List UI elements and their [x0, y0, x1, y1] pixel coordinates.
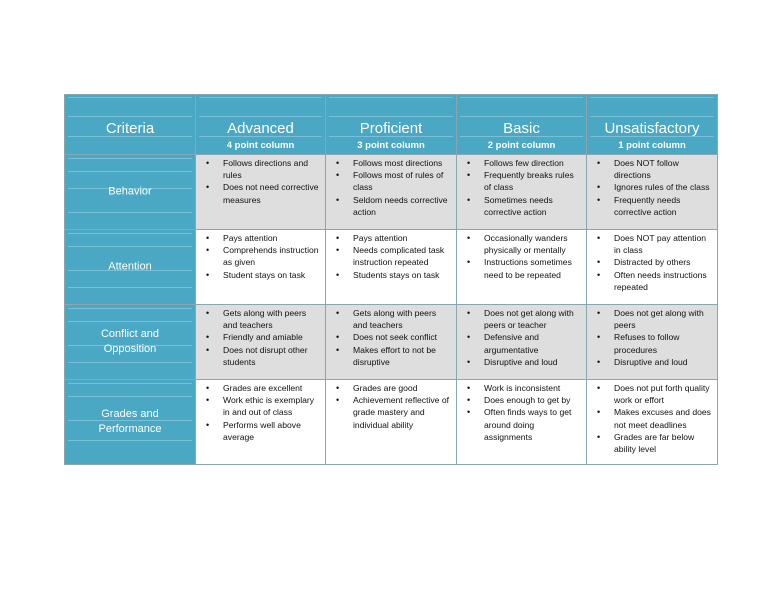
descriptor-list [457, 155, 586, 218]
level-points: 1 point column [618, 140, 686, 151]
descriptor-item: • Often finds ways to get around doing assignments [467, 406, 582, 443]
descriptor-cell [326, 230, 457, 305]
descriptor-item: • Ignores rules of the class [597, 181, 713, 193]
level-title: Basic [503, 120, 540, 137]
descriptor-cell [196, 380, 326, 465]
descriptor-item: • Grades are good [336, 382, 452, 394]
criterion-label-line: Opposition [103, 343, 157, 355]
descriptor-item: • Sometimes needs corrective action [467, 194, 582, 218]
descriptor-item: • Occasionally wanders physically or mentally [467, 232, 582, 256]
descriptor-list [326, 380, 456, 431]
level-header-unsatisfactory [587, 95, 718, 155]
descriptor-item: • Does NOT follow directions [597, 157, 713, 181]
header-row [65, 95, 718, 155]
criterion-label-line: Grades and [101, 408, 159, 420]
criterion-cell [65, 155, 196, 230]
descriptor-list [457, 380, 586, 443]
descriptor-cell [326, 155, 457, 230]
descriptor-list [196, 380, 325, 443]
descriptor-list [587, 155, 717, 218]
criterion-cell [65, 380, 196, 465]
descriptor-list [196, 155, 325, 206]
descriptor-item: • Disruptive and loud [467, 356, 582, 368]
descriptor-list [457, 305, 586, 368]
descriptor-item: • Instructions sometimes need to be repeated [467, 256, 582, 280]
level-header-proficient [326, 95, 457, 155]
descriptor-cell [587, 230, 718, 305]
level-title: Advanced [227, 120, 294, 137]
criterion-label [65, 327, 195, 357]
criterion-label-line: Behavior [108, 185, 152, 198]
descriptor-item: • Disruptive and loud [597, 356, 713, 368]
descriptor-item: • Defensive and argumentative [467, 331, 582, 355]
descriptor-cell [457, 380, 587, 465]
descriptor-list [326, 155, 456, 218]
descriptor-cell [326, 305, 457, 380]
descriptor-item: • Work ethic is exemplary in and out of class [206, 394, 321, 418]
descriptor-item: • Makes effort to not be disruptive [336, 344, 452, 368]
descriptor-cell [457, 155, 587, 230]
descriptor-cell [587, 380, 718, 465]
descriptor-item: • Students stays on task [336, 269, 452, 281]
rubric-row [65, 155, 718, 230]
descriptor-item: • Performs well above average [206, 419, 321, 443]
descriptor-item: • Needs complicated task instruction repeated [336, 244, 452, 268]
descriptor-item: • Does not put forth quality work or effort [597, 382, 713, 406]
criterion-label [65, 407, 195, 437]
criterion-cell [65, 230, 196, 305]
descriptor-list [326, 305, 456, 368]
descriptor-item: • Does not get along with peers [597, 307, 713, 331]
descriptor-item: • Seldom needs corrective action [336, 194, 452, 218]
criterion-label-line: Conflict and [100, 328, 160, 340]
descriptor-list [587, 305, 717, 368]
descriptor-list [196, 305, 325, 368]
descriptor-item: • Grades are excellent [206, 382, 321, 394]
descriptor-list [457, 230, 586, 281]
level-header-advanced [196, 95, 326, 155]
descriptor-cell [457, 230, 587, 305]
descriptor-item: • Does not disrupt other students [206, 344, 321, 368]
rubric-row [65, 230, 718, 305]
criteria-header: Criteria [105, 120, 155, 137]
descriptor-cell [457, 305, 587, 380]
level-title: Unsatisfactory [604, 120, 700, 137]
descriptor-item: • Does not get along with peers or teacher [467, 307, 582, 331]
descriptor-item: • Distracted by others [597, 256, 713, 268]
descriptor-item: • Pays attention [336, 232, 452, 244]
descriptor-item: • Comprehends instruction as given [206, 244, 321, 268]
descriptor-item: • Follows most of rules of class [336, 169, 452, 193]
level-points: 3 point column [357, 140, 425, 151]
descriptor-list [196, 230, 325, 281]
descriptor-item: • Frequently needs corrective action [597, 194, 713, 218]
descriptor-cell [196, 230, 326, 305]
descriptor-item: • Does enough to get by [467, 394, 582, 406]
criterion-label-line: Attention [108, 260, 152, 273]
descriptor-item: • Friendly and amiable [206, 331, 321, 343]
descriptor-cell [587, 155, 718, 230]
rubric-row [65, 305, 718, 380]
descriptor-list [587, 230, 717, 293]
criterion-label [65, 260, 195, 275]
descriptor-item: • Frequently breaks rules of class [467, 169, 582, 193]
criteria-header-cell [65, 95, 196, 155]
level-header-basic [457, 95, 587, 155]
descriptor-item: • Refuses to follow procedures [597, 331, 713, 355]
descriptor-item: • Pays attention [206, 232, 321, 244]
criterion-label [65, 185, 195, 200]
rubric-table [64, 94, 718, 465]
descriptor-item: • Follows most directions [336, 157, 452, 169]
descriptor-item: • Achievement reflective of grade mastery and individual ability [336, 394, 452, 431]
descriptor-cell [196, 305, 326, 380]
descriptor-item: • Grades are far below ability level [597, 431, 713, 455]
descriptor-item: • Does not need corrective measures [206, 181, 321, 205]
descriptor-item: • Makes excuses and does not meet deadlines [597, 406, 713, 430]
descriptor-item: • Does not seek conflict [336, 331, 452, 343]
descriptor-item: • Gets along with peers and teachers [336, 307, 452, 331]
level-points: 2 point column [487, 140, 556, 151]
descriptor-cell [196, 155, 326, 230]
descriptor-cell [326, 380, 457, 465]
level-title: Proficient [359, 120, 423, 137]
descriptor-item: • Follows few direction [467, 157, 582, 169]
descriptor-item: • Gets along with peers and teachers [206, 307, 321, 331]
descriptor-list [326, 230, 456, 281]
level-points: 4 point column [226, 140, 295, 151]
descriptor-list [587, 380, 717, 455]
descriptor-item: • Work is inconsistent [467, 382, 582, 394]
descriptor-item: • Does NOT pay attention in class [597, 232, 713, 256]
descriptor-item: • Follows directions and rules [206, 157, 321, 181]
descriptor-item: • Often needs instructions repeated [597, 269, 713, 293]
criterion-cell [65, 305, 196, 380]
descriptor-item: • Student stays on task [206, 269, 321, 281]
criterion-label-line: Performance [98, 423, 162, 435]
descriptor-cell [587, 305, 718, 380]
rubric-row [65, 380, 718, 465]
